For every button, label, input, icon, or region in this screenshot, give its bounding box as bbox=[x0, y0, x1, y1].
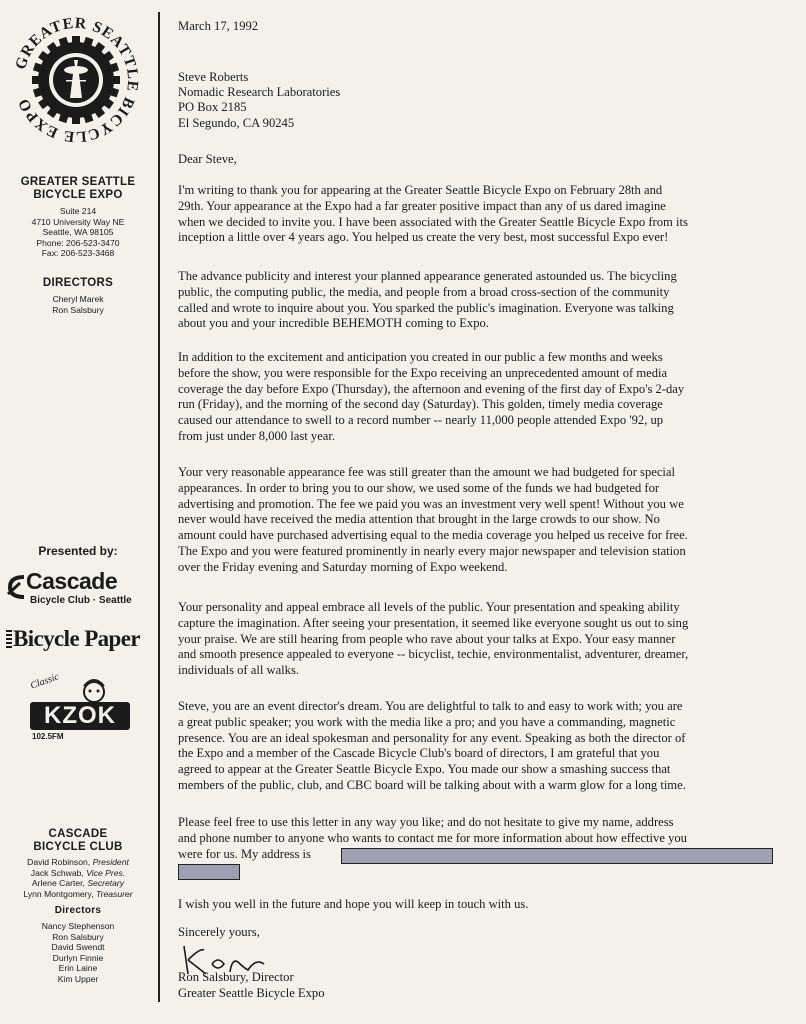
directors-block bbox=[0, 277, 156, 315]
letter-paragraph bbox=[178, 699, 784, 794]
paragraph-line: inception a little over 4 years ago. You helped us create the very best, most successful Expo ever! bbox=[178, 230, 669, 245]
paragraph-line: capture the imagination. After seeing your presentation, it seemed like everyone sought us out to sing bbox=[178, 615, 689, 630]
bicycle-paper-logo bbox=[6, 626, 156, 660]
paragraph-line: run (Friday), and the morning of the second day (Saturday). This golden, timely media coverage bbox=[178, 397, 663, 412]
org-name-1: GREATER SEATTLE bbox=[20, 176, 136, 188]
officer-line: David Robinson, President bbox=[27, 857, 129, 867]
club-heading-1: CASCADE bbox=[48, 828, 108, 840]
director-name: Cheryl Marek bbox=[52, 294, 104, 304]
officer-line: Arlene Carter, Secretary bbox=[31, 878, 125, 888]
paragraph-line: were for us. My address is bbox=[178, 846, 311, 861]
paragraph-line: members of the public, club, and CBC board will be talking about with a warm glow for a long time. bbox=[178, 777, 686, 792]
address-line: Seattle, WA 98105 bbox=[42, 227, 114, 237]
address-line: 4710 University Way NE bbox=[31, 216, 125, 227]
paragraph-line: never would have received the media attention that brought in the large crowds to our show. No bbox=[178, 512, 660, 527]
letter-paragraph bbox=[178, 600, 784, 679]
paragraph-line: and smooth presence appealed to everyone -- bicyclist, techie, environmentalist, adventurer, dreamer, bbox=[178, 647, 689, 662]
paragraph-line: The Expo and you were featured prominently in nearly every major newspaper and television station bbox=[178, 543, 686, 558]
signer-block bbox=[178, 970, 325, 1002]
phone-line: Phone: 206-523-3470 bbox=[36, 237, 120, 248]
club-director-name: Nancy Stephenson bbox=[41, 921, 115, 931]
paragraph-line: 29th. Your appearance at the Expo had a far greater positive impact than any of us dared imagine bbox=[178, 198, 666, 213]
paragraph-line: Your personality and appeal embrace all levels of the public. Your presentation and speaking ability bbox=[178, 600, 680, 614]
paragraph-line: advertising and promotion. The fee we paid you was an investment very well spent! Without you we bbox=[178, 496, 684, 511]
recipient-line: PO Box 2185 bbox=[178, 100, 247, 115]
sidebar-divider bbox=[158, 12, 160, 1002]
paragraph-line: I'm writing to thank you for appearing at the Greater Seattle Bicycle Expo on February 28th and bbox=[178, 183, 663, 197]
kzok-wordmark: KZOK bbox=[30, 702, 130, 730]
paragraph-line: In addition to the excitement and anticipation you created in our public a few months and weeks bbox=[178, 350, 663, 364]
letter-paragraph bbox=[178, 350, 784, 445]
club-director-name: Kim Upper bbox=[57, 973, 99, 984]
signer-line: Ron Salsbury, Director bbox=[178, 970, 294, 984]
paragraph-line: Your very reasonable appearance fee was still greater than the amount we had budgeted for special bbox=[178, 465, 676, 479]
paragraph-line: public, the computing public, the media, and people from a broad cross-section of the community bbox=[178, 284, 670, 299]
paragraph-line: and phone number to anyone who wants to contact me for more information about how effective you bbox=[178, 830, 687, 845]
address-line: Suite 214 bbox=[59, 206, 97, 216]
letterhead-sidebar bbox=[0, 0, 160, 1024]
directors-heading: DIRECTORS bbox=[42, 277, 114, 289]
paragraph-line: the Expo and a member of the Cascade Bicycle Club's board of directors, I am grateful that you bbox=[178, 746, 660, 761]
org-name-2: BICYCLE EXPO bbox=[33, 189, 123, 201]
cascade-wordmark: Cascade bbox=[26, 568, 118, 594]
letter-paragraph bbox=[178, 465, 784, 576]
club-director-name: Ron Salsbury bbox=[52, 931, 104, 942]
bicycle-paper-mark-icon bbox=[6, 630, 12, 648]
paragraph-line: coverage the day before Expo (Thursday), the afternoon and evening of the first day of Expo's 2-day bbox=[178, 381, 685, 396]
officer-line: Lynn Montgomery, Treasurer bbox=[23, 888, 133, 899]
redacted-address-block bbox=[341, 848, 773, 864]
paragraph-line: Steve, you are an event director's dream. You are delightful to talk to and easy to work with; you are bbox=[178, 699, 683, 713]
paragraph-line: a great public speaker; you work with the media like a pro; and you have a commanding, magnetic bbox=[178, 714, 676, 729]
paragraph-line: presence. You are an ideal spokesman and personality for any event. Speaking as both the director of bbox=[178, 730, 686, 745]
cascade-logo bbox=[6, 568, 156, 612]
kzok-classic: Classic bbox=[29, 671, 61, 692]
paragraph-line: I wish you well in the future and hope you will keep in touch with us. bbox=[178, 897, 529, 911]
cascade-subtitle: Bicycle Club · Seattle bbox=[30, 595, 132, 606]
letter-paragraph bbox=[178, 183, 784, 246]
recipient-line: Nomadic Research Laboratories bbox=[178, 85, 341, 100]
salutation: Dear Steve, bbox=[178, 152, 237, 166]
recipient-address bbox=[178, 70, 784, 131]
paragraph-line: before the show, you were responsible for the Expo receiving an unprecedented amount of media bbox=[178, 365, 668, 380]
club-director-name: Durlyn Finnie bbox=[52, 952, 104, 963]
director-name: Ron Salsbury bbox=[52, 304, 104, 315]
club-director-name: David Swendt bbox=[51, 942, 105, 952]
club-directors-heading: Directors bbox=[54, 905, 102, 916]
paragraph-line: agreed to appear at the Greater Seattle Bicycle Expo. You made our show a smashing success that bbox=[178, 762, 671, 777]
paragraph-line: The advance publicity and interest your planned appearance generated astounded us. The bicycling bbox=[178, 269, 677, 283]
letter-paragraph bbox=[178, 897, 784, 913]
cascade-mark-icon bbox=[6, 574, 28, 600]
paragraph-line: called and wrote to inquire about you. You sparked the public's imagination. Everyone was talking bbox=[178, 300, 674, 315]
closing: Sincerely yours, bbox=[178, 925, 260, 939]
paragraph-line: about you and your incredible BEHEMOTH coming to Expo. bbox=[178, 316, 489, 331]
paragraph-line: your praise. We are still hearing from people who rave about your talks at Expo. Your easy manner bbox=[178, 631, 676, 646]
logo-ring-text: GREATER SEATTLE BICYCLE EXPO bbox=[12, 14, 142, 146]
club-block bbox=[0, 828, 156, 984]
club-director-name: Erin Laine bbox=[58, 963, 98, 973]
redacted-address-block bbox=[178, 864, 240, 880]
paragraph-line: from just under 8,000 last year. bbox=[178, 428, 336, 443]
paragraph-line: over the Friday evening and Saturday morning of Expo weekend. bbox=[178, 559, 508, 574]
paragraph-line: caused our attendance to swell to a record number -- nearly 11,000 people attended Expo '92, up bbox=[178, 413, 664, 428]
paragraph-line: Please feel free to use this letter in any way you like; and do not hesitate to give my name, address bbox=[178, 815, 674, 829]
signer-line: Greater Seattle Bicycle Expo bbox=[178, 985, 325, 1000]
recipient-line: El Segundo, CA 90245 bbox=[178, 115, 295, 130]
bicycle-paper-wordmark: Bicycle Paper bbox=[13, 626, 140, 651]
expo-logo bbox=[6, 10, 146, 150]
kzok-frequency: 102.5FM bbox=[32, 732, 64, 741]
fax-line: Fax: 206-523-3468 bbox=[41, 248, 115, 258]
letter-date: March 17, 1992 bbox=[178, 19, 259, 33]
paragraph-line: individuals of all walks. bbox=[178, 663, 300, 678]
club-heading-2: BICYCLE CLUB bbox=[33, 841, 123, 853]
paragraph-line: appearances. In order to bring you to our show, we used some of the funds we had budgeted for bbox=[178, 480, 660, 495]
letter-paragraph bbox=[178, 269, 784, 332]
recipient-line: Steve Roberts bbox=[178, 70, 249, 84]
presented-by-label: Presented by: bbox=[38, 544, 118, 558]
paragraph-line: when we decided to invite you. I have been associated with the Greater Seattle Bicycle Expo from its bbox=[178, 214, 688, 229]
paragraph-line: amount could have purchased advertising equal to the media coverage you helped us receive for free. bbox=[178, 528, 688, 543]
officer-line: Jack Schwab, Vice Pres. bbox=[30, 867, 126, 878]
org-block bbox=[0, 176, 156, 259]
kzok-logo bbox=[29, 671, 134, 746]
